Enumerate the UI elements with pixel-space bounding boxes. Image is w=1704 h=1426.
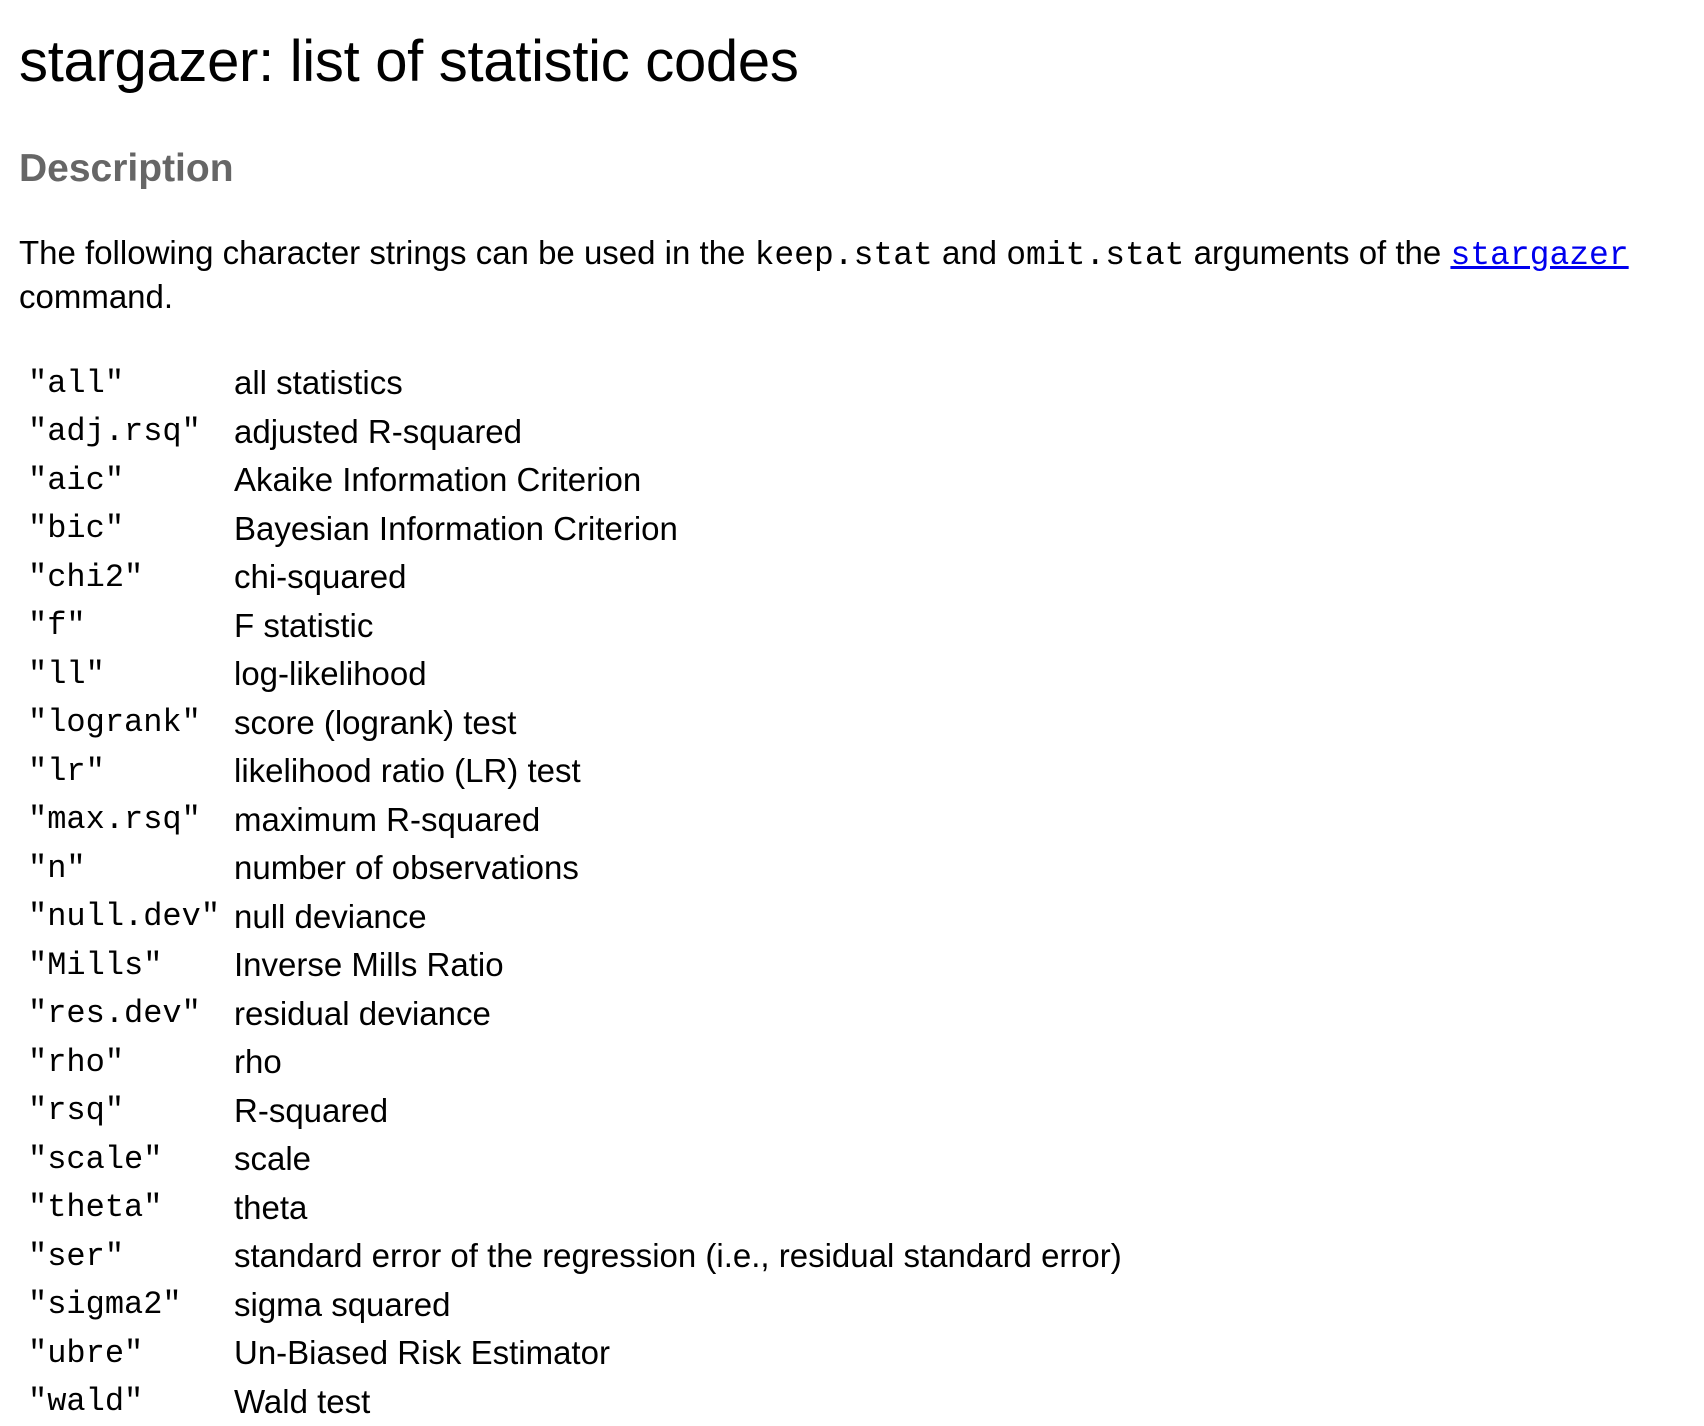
description-text-3: arguments of the: [1184, 234, 1450, 271]
statistic-description: chi-squared: [231, 553, 1125, 602]
statistic-description: adjusted R-squared: [231, 408, 1125, 457]
table-row: [25, 747, 1125, 796]
statistic-code: "lr": [25, 747, 231, 796]
table-row: [25, 796, 1125, 845]
table-row: [25, 844, 1125, 893]
section-heading-description: Description: [19, 146, 1704, 192]
statistic-code: "ubre": [25, 1329, 231, 1378]
statistic-description: number of observations: [231, 844, 1125, 893]
statistic-code: "f": [25, 602, 231, 651]
table-row: [25, 1281, 1125, 1330]
description-text-1: The following character strings can be used in the: [19, 234, 755, 271]
statistic-description: null deviance: [231, 893, 1125, 942]
statistic-description: likelihood ratio (LR) test: [231, 747, 1125, 796]
table-row: [25, 990, 1125, 1039]
table-row: [25, 1087, 1125, 1136]
statistic-description: rho: [231, 1038, 1125, 1087]
statistic-code: "res.dev": [25, 990, 231, 1039]
statistic-description: score (logrank) test: [231, 699, 1125, 748]
table-row: [25, 650, 1125, 699]
statistic-code: "wald": [25, 1378, 231, 1426]
statistic-code: "aic": [25, 456, 231, 505]
table-row: [25, 505, 1125, 554]
statistic-code: "scale": [25, 1135, 231, 1184]
keep-stat-code: keep.stat: [755, 237, 933, 274]
statistic-code: "theta": [25, 1184, 231, 1233]
statistic-code: "bic": [25, 505, 231, 554]
table-row: [25, 1184, 1125, 1233]
statistic-description: R-squared: [231, 1087, 1125, 1136]
table-row: [25, 1038, 1125, 1087]
statistic-code: "max.rsq": [25, 796, 231, 845]
statistic-code: "null.dev": [25, 893, 231, 942]
statistic-description: sigma squared: [231, 1281, 1125, 1330]
statistic-code: "Mills": [25, 941, 231, 990]
table-row: [25, 553, 1125, 602]
statistic-description: theta: [231, 1184, 1125, 1233]
statistic-description: Akaike Information Criterion: [231, 456, 1125, 505]
statistic-description: all statistics: [231, 359, 1125, 408]
statistic-description: Bayesian Information Criterion: [231, 505, 1125, 554]
table-row: [25, 456, 1125, 505]
statistic-code: "sigma2": [25, 1281, 231, 1330]
statistic-code: "all": [25, 359, 231, 408]
statistic-code: "n": [25, 844, 231, 893]
table-row: [25, 699, 1125, 748]
table-row: [25, 1232, 1125, 1281]
statistic-codes-table: [25, 359, 1125, 1426]
table-row: [25, 1135, 1125, 1184]
statistic-description: F statistic: [231, 602, 1125, 651]
statistic-description: standard error of the regression (i.e., residual standard error): [231, 1232, 1125, 1281]
statistic-code: "rho": [25, 1038, 231, 1087]
statistic-description: Wald test: [231, 1378, 1125, 1426]
statistic-code: "ser": [25, 1232, 231, 1281]
statistic-description: Inverse Mills Ratio: [231, 941, 1125, 990]
statistic-codes-body: [25, 359, 1125, 1426]
table-row: [25, 893, 1125, 942]
table-row: [25, 1378, 1125, 1426]
table-row: [25, 602, 1125, 651]
stargazer-link[interactable]: stargazer: [1450, 237, 1628, 274]
table-row: [25, 408, 1125, 457]
description-text-4: command.: [19, 278, 173, 315]
page-title: stargazer: list of statistic codes: [19, 0, 1704, 96]
statistic-code: "logrank": [25, 699, 231, 748]
table-row: [25, 941, 1125, 990]
description-paragraph: [19, 232, 1691, 317]
statistic-code: "rsq": [25, 1087, 231, 1136]
table-row: [25, 359, 1125, 408]
table-row: [25, 1329, 1125, 1378]
statistic-description: log-likelihood: [231, 650, 1125, 699]
statistic-code: "ll": [25, 650, 231, 699]
statistic-description: Un-Biased Risk Estimator: [231, 1329, 1125, 1378]
statistic-description: scale: [231, 1135, 1125, 1184]
description-text-2: and: [933, 234, 1006, 271]
statistic-code: "adj.rsq": [25, 408, 231, 457]
statistic-description: maximum R-squared: [231, 796, 1125, 845]
statistic-code: "chi2": [25, 553, 231, 602]
statistic-description: residual deviance: [231, 990, 1125, 1039]
omit-stat-code: omit.stat: [1006, 237, 1184, 274]
